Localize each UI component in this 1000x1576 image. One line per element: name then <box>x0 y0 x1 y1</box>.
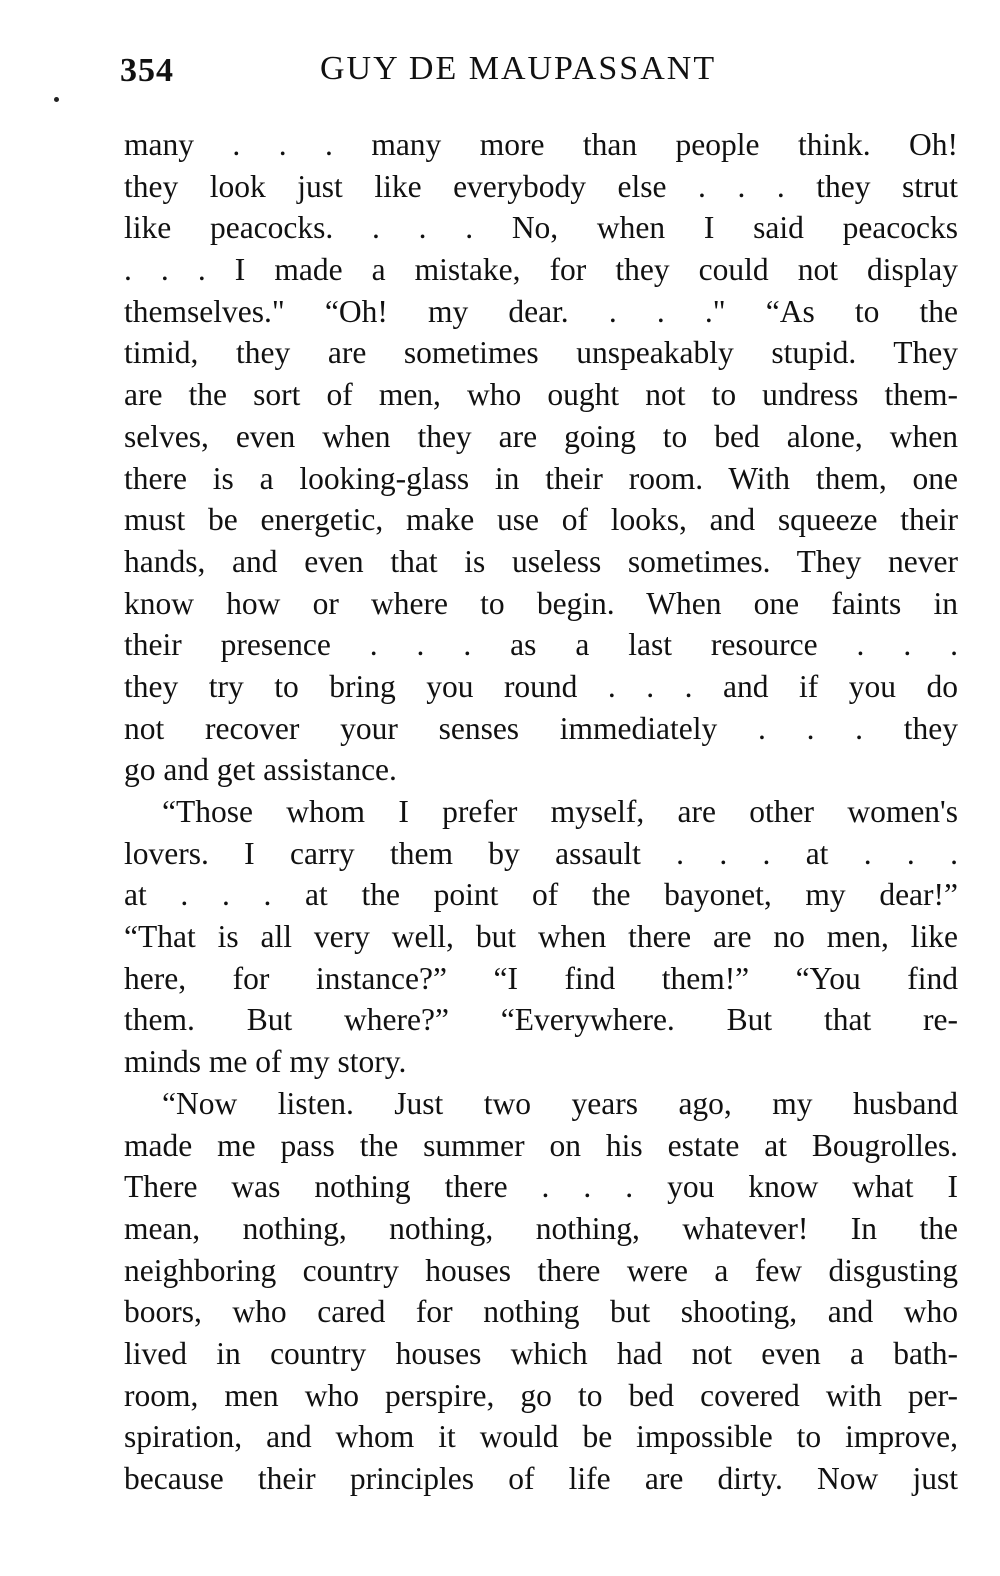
text-line: timid, they are sometimes unspeakably stupid. They <box>124 335 958 371</box>
text-line: There was nothing there . . . you know what I <box>124 1169 958 1205</box>
paragraph-start-line: “Now listen. Just two years ago, my husband <box>162 1085 958 1121</box>
paragraph-end-line: go and get assistance. <box>124 752 397 788</box>
text-line: mean, nothing, nothing, nothing, whatever! In the <box>124 1210 958 1246</box>
text-line: there is a looking-glass in their room. With them, one <box>124 460 958 496</box>
text-line: lived in country houses which had not even a bath- <box>124 1335 958 1371</box>
text-line: neighboring country houses there were a few disgusting <box>124 1252 958 1288</box>
text-line: not recover your senses immediately . . . they <box>124 710 958 746</box>
text-line: must be energetic, make use of looks, and squeeze their <box>124 502 958 538</box>
text-line: room, men who perspire, go to bed covered with per- <box>124 1377 958 1413</box>
body-text <box>124 124 958 1500</box>
text-line: hands, and even that is useless sometimes. They never <box>124 543 958 579</box>
text-line: they try to bring you round . . . and if you do <box>124 668 958 704</box>
text-line: lovers. I carry them by assault . . . at . . . <box>124 835 958 871</box>
text-line: themselves." “Oh! my dear. . . ." “As to the <box>124 293 958 329</box>
text-line: know how or where to begin. When one faints in <box>124 585 958 621</box>
text-line: here, for instance?” “I find them!” “You find <box>124 960 958 996</box>
text-line: . . . I made a mistake, for they could not display <box>124 252 958 288</box>
text-line: they look just like everybody else . . . they strut <box>124 168 958 204</box>
text-line: like peacocks. . . . No, when I said peacocks <box>124 210 958 246</box>
text-line: boors, who cared for nothing but shooting, and who <box>124 1294 958 1330</box>
text-line: their presence . . . as a last resource . . . <box>124 627 958 663</box>
text-line: “That is all very well, but when there are no men, like <box>124 919 958 955</box>
page-header <box>120 50 960 100</box>
page-number: 354 <box>120 52 174 89</box>
paragraph-end-line: minds me of my story. <box>124 1044 407 1080</box>
text-line: at . . . at the point of the bayonet, my dear!” <box>124 877 958 913</box>
ink-speck <box>54 97 59 102</box>
text-line: them. But where?” “Everywhere. But that re- <box>124 1002 958 1038</box>
text-line: spiration, and whom it would be impossible to improve, <box>124 1419 958 1455</box>
text-line: are the sort of men, who ought not to undress them- <box>124 377 958 413</box>
text-line: many . . . many more than people think. Oh! <box>124 127 958 162</box>
running-head: GUY DE MAUPASSANT <box>320 50 717 87</box>
text-line: because their principles of life are dirty. Now just <box>124 1461 958 1496</box>
text-line: selves, even when they are going to bed alone, when <box>124 418 958 454</box>
text-line: made me pass the summer on his estate at Bougrolles. <box>124 1127 958 1163</box>
paragraph-start-line: “Those whom I prefer myself, are other women's <box>162 794 958 829</box>
